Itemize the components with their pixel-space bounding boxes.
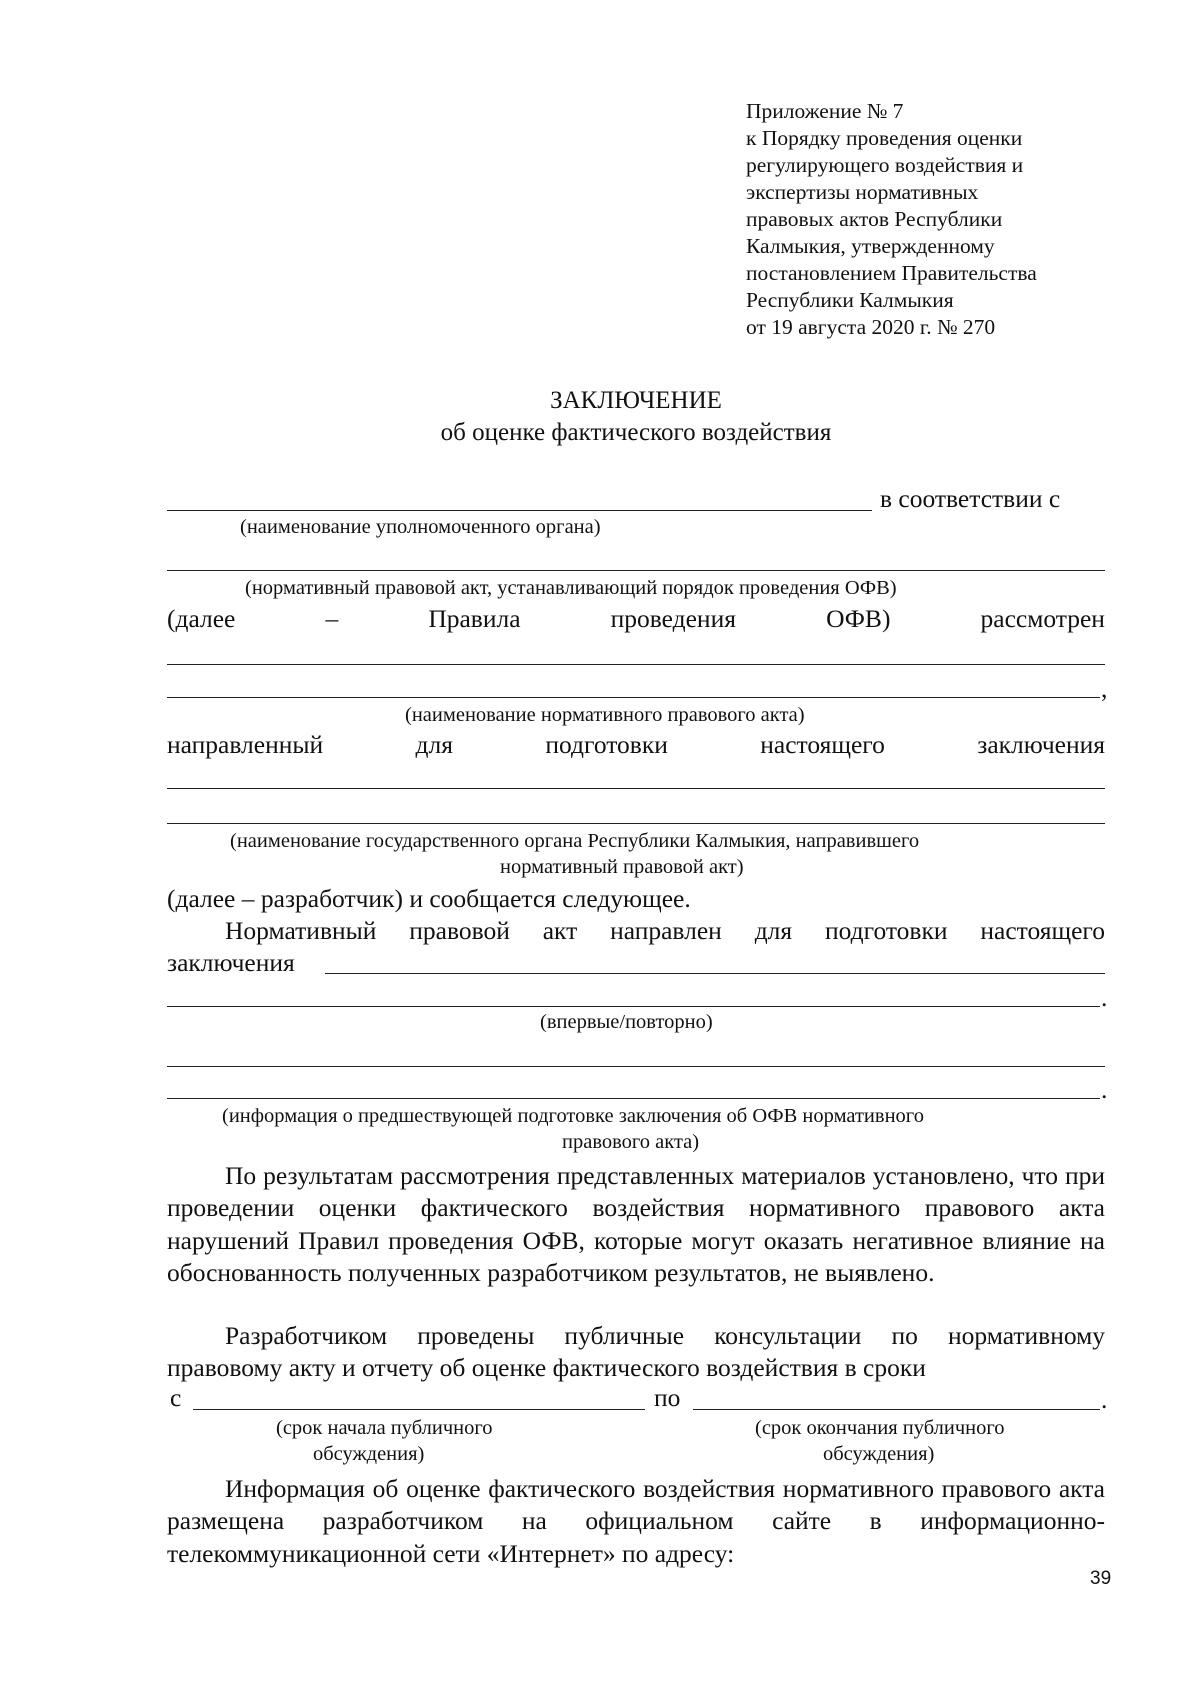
dot: . [1101,983,1108,1012]
prev-info-field[interactable] [167,1098,1100,1099]
dot: . [1101,1075,1108,1104]
in-accordance-text: в соответствии с [880,484,1061,513]
sent-for-word: направлен [610,916,722,945]
first-repeat-field[interactable] [325,973,1105,974]
caption-prev-info: (информация о предшествующей подготовке заключения об ОФВ нормативного [222,1105,924,1127]
document-subtitle: об оценке фактического воздействия [440,419,832,446]
rules-word: рассмотрен [980,604,1105,633]
appendix-line: правовых актов Республики [746,207,1003,231]
appendix-line: Приложение № 7 [746,99,904,123]
appendix-line: регулирующего воздействия и [746,153,1024,177]
appendix-header [746,98,1166,341]
rules-word: Правила [428,604,521,633]
caption-start: (срок начала публичного [276,1417,493,1439]
caption-first-repeat: (впервые/повторно) [540,1011,713,1033]
document-title: ЗАКЛЮЧЕНИЕ [550,387,722,414]
rules-word: проведения [610,604,736,633]
sent-word: настоящего [760,730,885,759]
rules-word: (далее [167,604,236,633]
sent-for-word: акт [542,916,578,945]
sent-for-word: подготовки [825,916,948,945]
dot: . [1101,1385,1108,1414]
appendix-line: к Порядку проведения оценки [746,126,1023,150]
from-word: с [170,1383,182,1412]
caption-organ: (наименование уполномоченного органа) [240,516,601,538]
caption-start: обсуждения) [313,1443,425,1465]
appendix-line: постановлением Правительства [746,261,1037,285]
organ-name-field[interactable] [167,510,872,511]
sent-for-word: правовой [409,916,510,945]
first-repeat-field[interactable] [167,1006,1100,1007]
sent-for-word: настоящего [980,916,1105,945]
sent-for-word: для [754,916,793,945]
rules-line [167,604,1105,634]
sent-word: подготовки [545,730,668,759]
gov-organ-field[interactable] [167,823,1105,824]
appendix-line: Калмыкия, утвержденному [746,234,995,258]
sent-word: заключения [977,730,1105,759]
caption-prev-info: правового акта) [562,1131,700,1153]
developer-line: (далее – разработчик) и сообщается следующее. [167,884,691,913]
consultation-paragraph: Разработчиком проведены публичные консультации по нормативному правовому акту и отчету об оценке фактического воздействия в сроки [167,1321,1105,1383]
gov-organ-field[interactable] [167,788,1105,789]
consultation-end-field[interactable] [693,1409,1100,1410]
caption-end: обсуждения) [823,1443,935,1465]
results-paragraph: По результатам рассмотрения представленных материалов установлено, что при проведении оценки фактического воздействия нормативного правового акта нарушений Правил проведения ОФВ, которые могут оказать негативное влияние на обоснованность полученных разработчиком результатов, не выявлено. [167,1161,1105,1288]
caption-act-name: (наименование нормативного правового акта) [405,704,805,726]
act-name-field[interactable] [167,697,1100,698]
sent-line [167,730,1105,760]
act-name-field[interactable] [167,664,1105,665]
appendix-line: экспертизы нормативных [746,180,979,204]
appendix-line: Республики Калмыкия [746,288,954,312]
page-number: 39 [1090,1568,1112,1589]
caption-end: (срок окончания публичного [755,1417,1005,1439]
act-order-field[interactable] [167,570,1105,571]
sent-for-word: Нормативный [225,916,377,945]
to-word: по [654,1383,681,1412]
sent-word: для [415,730,453,759]
consultation-start-field[interactable] [193,1409,645,1410]
caption-gov-organ: (наименование государственного органа Республики Калмыкия, направившего [230,830,920,852]
rules-word: – [325,604,339,633]
comma: , [1101,674,1108,703]
caption-gov-organ: нормативный правовой акт) [500,856,744,878]
sent-word: направленный [167,730,324,759]
caption-act-order: (нормативный правовой акт, устанавливающий порядок проведения ОФВ) [245,577,897,599]
conclusion-word: заключения [167,948,295,977]
prev-info-field[interactable] [167,1066,1105,1067]
sent-for-line [225,916,1105,946]
rules-word: ОФВ) [826,604,891,633]
appendix-line: от 19 августа 2020 г. № 270 [746,315,996,339]
info-paragraph: Информация об оценке фактического воздействия нормативного правового акта размещена разработчиком на официальном сайте в информационно-телекоммуникационной сети «Интернет» по адресу: [167,1474,1105,1568]
